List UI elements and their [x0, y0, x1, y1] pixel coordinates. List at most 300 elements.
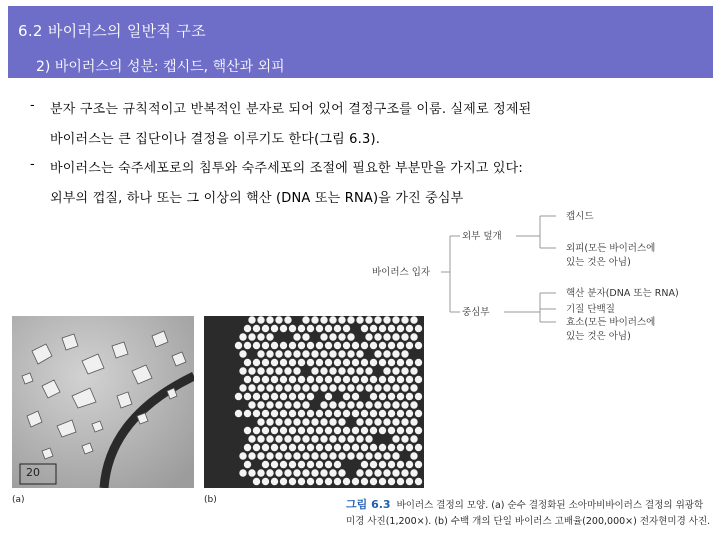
- tree-root-label: 바이러스 입자: [372, 267, 431, 278]
- virus-particle: [397, 376, 404, 383]
- virus-particle: [257, 367, 264, 374]
- virus-particle: [406, 427, 413, 434]
- virus-particle: [298, 376, 305, 383]
- virus-particle: [356, 469, 363, 476]
- virus-particle: [334, 478, 341, 485]
- virus-particle: [320, 435, 327, 442]
- virus-particle: [397, 393, 404, 400]
- virus-particle: [311, 469, 318, 476]
- virus-particle: [257, 401, 264, 408]
- virus-particle: [253, 410, 260, 417]
- virus-particle: [401, 316, 408, 323]
- virus-particle: [370, 359, 377, 366]
- virus-particle: [253, 478, 260, 485]
- virus-particle: [365, 367, 372, 374]
- virus-particle: [388, 359, 395, 366]
- virus-particle: [244, 427, 251, 434]
- virus-particle: [343, 427, 350, 434]
- virus-particle: [415, 478, 422, 485]
- virus-particle: [410, 401, 417, 408]
- virus-particle: [262, 478, 269, 485]
- virus-particle: [253, 427, 260, 434]
- virus-particle: [289, 376, 296, 383]
- virus-particle: [266, 333, 273, 340]
- virus-particle: [356, 452, 363, 459]
- virus-particle: [257, 435, 264, 442]
- virus-particle: [343, 359, 350, 366]
- virus-particle: [361, 342, 368, 349]
- virus-particle: [307, 393, 314, 400]
- virus-particle: [370, 427, 377, 434]
- virus-particle: [338, 452, 345, 459]
- virus-particle: [343, 342, 350, 349]
- virus-particle: [374, 350, 381, 357]
- virus-particle: [370, 393, 377, 400]
- virus-particle: [334, 410, 341, 417]
- virus-particle: [284, 350, 291, 357]
- virus-particle: [320, 367, 327, 374]
- virus-particle: [325, 444, 332, 451]
- virus-particle: [392, 316, 399, 323]
- virus-particle: [235, 410, 242, 417]
- virus-particle: [293, 435, 300, 442]
- virus-particle: [383, 350, 390, 357]
- virus-particle: [307, 461, 314, 468]
- virus-particle: [289, 478, 296, 485]
- virus-particle: [293, 401, 300, 408]
- virus-particle: [316, 427, 323, 434]
- virus-particle: [338, 418, 345, 425]
- virus-particle: [325, 427, 332, 434]
- virus-particle: [374, 316, 381, 323]
- virus-particle: [248, 367, 255, 374]
- virus-particle: [379, 342, 386, 349]
- virus-particle: [361, 461, 368, 468]
- virus-particle: [410, 418, 417, 425]
- virus-particle: [266, 401, 273, 408]
- virus-particle: [397, 478, 404, 485]
- virus-particle: [271, 410, 278, 417]
- virus-particle: [347, 350, 354, 357]
- virus-particle: [392, 418, 399, 425]
- virus-particle: [280, 427, 287, 434]
- virus-particle: [280, 410, 287, 417]
- virus-particle: [347, 435, 354, 442]
- virus-particle: [347, 367, 354, 374]
- virus-particle: [253, 393, 260, 400]
- virus-particle: [280, 444, 287, 451]
- virus-particle: [248, 435, 255, 442]
- virus-particle: [271, 478, 278, 485]
- virus-particle: [235, 393, 242, 400]
- virus-particle: [325, 393, 332, 400]
- virus-particle: [298, 478, 305, 485]
- virus-particle: [280, 478, 287, 485]
- virus-particle: [406, 478, 413, 485]
- virus-particle: [284, 452, 291, 459]
- figure-caption: [346, 497, 718, 530]
- virus-particle: [298, 393, 305, 400]
- virus-particle: [298, 427, 305, 434]
- virus-particle: [289, 342, 296, 349]
- virus-particle: [329, 333, 336, 340]
- virus-particle: [388, 342, 395, 349]
- virus-particle: [320, 469, 327, 476]
- virus-particle: [257, 316, 264, 323]
- tree-leaf: 있는 것은 아님): [566, 257, 631, 268]
- virus-particle: [248, 333, 255, 340]
- virus-particle: [383, 333, 390, 340]
- bullet-text-line: 분자 구조는 규칙적이고 반복적인 분자로 되어 있어 결정구조를 이룸. 실제로 정제된: [50, 102, 532, 117]
- virus-particle: [361, 325, 368, 332]
- virus-particle: [266, 452, 273, 459]
- virus-particle: [392, 350, 399, 357]
- virus-particle: [284, 384, 291, 391]
- virus-particle: [388, 444, 395, 451]
- virus-particle: [271, 461, 278, 468]
- tree-leaf: 기질 단백질: [566, 304, 615, 315]
- virus-particle: [235, 342, 242, 349]
- virus-particle: [329, 401, 336, 408]
- virus-particle: [334, 376, 341, 383]
- virus-particle: [365, 452, 372, 459]
- virus-particle: [257, 350, 264, 357]
- virus-particle: [329, 350, 336, 357]
- virus-particle: [365, 333, 372, 340]
- virus-particle: [352, 478, 359, 485]
- virus-particle: [352, 393, 359, 400]
- virus-particle: [356, 435, 363, 442]
- bullet-text-line: 바이러스는 큰 집단이나 결정을 이루기도 한다(그림 6.3).: [50, 132, 381, 147]
- virus-particle: [415, 410, 422, 417]
- virus-particle: [352, 376, 359, 383]
- slide-subtitle: 2) 바이러스의 성분: 캡시드, 핵산과 외피: [36, 59, 285, 75]
- virus-particle: [361, 427, 368, 434]
- virus-particle: [248, 469, 255, 476]
- virus-particle: [244, 461, 251, 468]
- virus-particle: [383, 452, 390, 459]
- virus-particle: [325, 478, 332, 485]
- virus-particle: [248, 401, 255, 408]
- virus-particle: [379, 325, 386, 332]
- virus-particle: [383, 418, 390, 425]
- virus-particle: [410, 384, 417, 391]
- virus-particle: [415, 342, 422, 349]
- virus-particle: [266, 384, 273, 391]
- virus-particle: [289, 444, 296, 451]
- virus-particle: [307, 427, 314, 434]
- virus-particle: [388, 410, 395, 417]
- virus-particle: [320, 401, 327, 408]
- virus-particle: [257, 333, 264, 340]
- virus-particle: [370, 478, 377, 485]
- virus-particle: [374, 384, 381, 391]
- virus-particle: [316, 461, 323, 468]
- virus-particle: [275, 469, 282, 476]
- virus-particle: [311, 316, 318, 323]
- virus-particle: [388, 461, 395, 468]
- virus-particle: [257, 452, 264, 459]
- virus-particle: [244, 342, 251, 349]
- virus-particle: [415, 393, 422, 400]
- virus-particle: [284, 418, 291, 425]
- virus-particle: [334, 427, 341, 434]
- virus-particle: [262, 325, 269, 332]
- virus-particle: [365, 401, 372, 408]
- virus-particle: [401, 418, 408, 425]
- virus-particle: [343, 444, 350, 451]
- virus-particle: [271, 359, 278, 366]
- virus-particle: [302, 469, 309, 476]
- virus-particle: [415, 325, 422, 332]
- virus-particle: [383, 384, 390, 391]
- virus-particle: [289, 359, 296, 366]
- virus-particle: [239, 452, 246, 459]
- virus-particle: [325, 325, 332, 332]
- virus-particle: [374, 401, 381, 408]
- virus-particle: [415, 461, 422, 468]
- virus-particle: [311, 367, 318, 374]
- virus-particle: [410, 469, 417, 476]
- virus-particle: [356, 367, 363, 374]
- virus-particle: [365, 435, 372, 442]
- virus-particle: [316, 376, 323, 383]
- virus-particle: [347, 452, 354, 459]
- virus-particle: [311, 384, 318, 391]
- virus-particle: [374, 469, 381, 476]
- virus-particle: [271, 427, 278, 434]
- virus-particle: [298, 444, 305, 451]
- bullet-text-line: 외부의 껍질, 하나 또는 그 이상의 핵산 (DNA 또는 RNA)을 가진 중심부: [50, 191, 464, 206]
- virus-particle: [406, 359, 413, 366]
- virus-particle: [316, 410, 323, 417]
- virus-particle: [289, 325, 296, 332]
- virus-particle: [275, 401, 282, 408]
- virus-particle: [284, 469, 291, 476]
- virus-particle: [257, 384, 264, 391]
- virus-particle: [253, 376, 260, 383]
- virus-particle: [325, 376, 332, 383]
- virus-particle: [410, 452, 417, 459]
- virus-particle: [329, 452, 336, 459]
- scale-bar-label: 20: [26, 466, 40, 479]
- virus-particle: [338, 333, 345, 340]
- virus-particle: [370, 410, 377, 417]
- virus-particle: [370, 461, 377, 468]
- virus-particle: [271, 325, 278, 332]
- virus-particle: [302, 401, 309, 408]
- virus-particle: [352, 359, 359, 366]
- virus-particle: [415, 444, 422, 451]
- virus-particle: [307, 359, 314, 366]
- virus-particle: [401, 333, 408, 340]
- virus-particle: [356, 384, 363, 391]
- virus-particle: [316, 359, 323, 366]
- virus-particle: [361, 410, 368, 417]
- virus-particle: [365, 469, 372, 476]
- virus-particle: [244, 359, 251, 366]
- virus-particle: [379, 376, 386, 383]
- virus-particle: [311, 350, 318, 357]
- virus-particle: [388, 478, 395, 485]
- virus-particle: [392, 452, 399, 459]
- virus-particle: [329, 469, 336, 476]
- virus-particle: [410, 316, 417, 323]
- virus-particle: [311, 418, 318, 425]
- virus-particle: [257, 469, 264, 476]
- virus-particle: [275, 435, 282, 442]
- tree-leaf: 있는 것은 아님): [566, 331, 631, 342]
- virus-particle: [316, 478, 323, 485]
- virus-particle: [325, 410, 332, 417]
- virus-particle: [239, 350, 246, 357]
- virus-particle: [262, 410, 269, 417]
- virus-particle: [343, 376, 350, 383]
- virus-particle: [338, 469, 345, 476]
- virus-particle: [307, 410, 314, 417]
- virus-particle: [334, 444, 341, 451]
- virus-particle: [284, 435, 291, 442]
- virus-particle: [370, 376, 377, 383]
- virus-particle: [415, 359, 422, 366]
- virus-particle: [356, 418, 363, 425]
- virus-particle: [325, 342, 332, 349]
- virus-particle: [307, 478, 314, 485]
- virus-particle: [307, 376, 314, 383]
- virus-particle: [253, 444, 260, 451]
- virus-particle: [329, 384, 336, 391]
- virus-particle: [302, 452, 309, 459]
- virus-particle: [298, 359, 305, 366]
- virus-particle: [257, 418, 264, 425]
- virus-particle: [248, 384, 255, 391]
- virus-particle: [298, 325, 305, 332]
- virus-particle: [338, 384, 345, 391]
- virus-particle: [280, 325, 287, 332]
- virus-particle: [302, 418, 309, 425]
- virus-particle: [280, 342, 287, 349]
- virus-particle: [239, 469, 246, 476]
- virus-particle: [334, 342, 341, 349]
- virus-particle: [275, 384, 282, 391]
- virus-particle: [280, 393, 287, 400]
- virus-particle: [352, 342, 359, 349]
- bullet-dash: -: [30, 157, 35, 172]
- virus-particle: [325, 461, 332, 468]
- virus-particle: [388, 393, 395, 400]
- virus-particle: [406, 444, 413, 451]
- virus-particle: [347, 316, 354, 323]
- virus-particle: [293, 469, 300, 476]
- virus-particle: [293, 452, 300, 459]
- virus-particle: [239, 333, 246, 340]
- virus-particle: [401, 367, 408, 374]
- virus-particle: [361, 444, 368, 451]
- virus-particle: [275, 367, 282, 374]
- virus-particle: [316, 444, 323, 451]
- virus-particle: [361, 359, 368, 366]
- virus-particle: [289, 461, 296, 468]
- virus-particle: [325, 359, 332, 366]
- virus-particle: [262, 393, 269, 400]
- virus-particle: [334, 359, 341, 366]
- tree-leaf: 효소(모든 바이러스에: [566, 317, 656, 328]
- virus-particle: [275, 452, 282, 459]
- virus-particle: [271, 393, 278, 400]
- virus-particle: [271, 376, 278, 383]
- virus-particle: [406, 461, 413, 468]
- virus-particle: [262, 444, 269, 451]
- virus-particle: [311, 435, 318, 442]
- virus-particle: [415, 427, 422, 434]
- caption-line: 미경 사진(1,200×). (b) 수백 개의 단일 바이러스 고배율(200,000×) 전자현미경 사진.: [346, 516, 711, 527]
- caption-line: 바이러스 결정의 모양. (a) 순수 결정화된 소아마비바이러스 결정의 위광학: [396, 500, 704, 511]
- virus-particle: [320, 418, 327, 425]
- crystal-micrograph-image: [12, 316, 194, 488]
- virus-particle: [343, 478, 350, 485]
- virus-particle: [262, 461, 269, 468]
- virus-particle: [379, 478, 386, 485]
- virus-particle: [316, 342, 323, 349]
- virus-particle: [374, 452, 381, 459]
- virus-particle: [244, 393, 251, 400]
- virus-particle: [334, 325, 341, 332]
- virus-particle: [392, 435, 399, 442]
- virus-particle: [289, 393, 296, 400]
- virus-particle: [262, 427, 269, 434]
- virus-particle: [302, 384, 309, 391]
- virus-particle: [293, 367, 300, 374]
- virus-particle: [410, 435, 417, 442]
- virus-particle: [352, 444, 359, 451]
- tree-leaf: 외피(모든 바이러스에: [566, 243, 656, 254]
- virus-particle: [392, 367, 399, 374]
- virus-particle: [397, 444, 404, 451]
- virus-particle: [271, 444, 278, 451]
- virus-particles-image: [204, 316, 424, 488]
- virus-particle: [338, 435, 345, 442]
- virus-particle: [284, 316, 291, 323]
- virus-particle: [307, 444, 314, 451]
- virus-particle: [275, 350, 282, 357]
- virus-particle: [401, 384, 408, 391]
- virus-particle: [343, 410, 350, 417]
- virus-particle: [284, 367, 291, 374]
- virus-particle: [397, 359, 404, 366]
- virus-particle: [370, 444, 377, 451]
- virus-particle: [379, 427, 386, 434]
- virus-particle: [320, 316, 327, 323]
- virus-particle: [406, 393, 413, 400]
- slide-title: 6.2 바이러스의 일반적 구조: [18, 22, 206, 40]
- virus-particle: [329, 367, 336, 374]
- virus-particles-art: [204, 316, 424, 488]
- virus-particle: [392, 333, 399, 340]
- virus-particle: [388, 325, 395, 332]
- virus-particle: [302, 333, 309, 340]
- virus-particle: [356, 401, 363, 408]
- virus-particle: [383, 469, 390, 476]
- virus-particle: [361, 376, 368, 383]
- virus-particle: [383, 316, 390, 323]
- virus-particle: [248, 452, 255, 459]
- virus-particle: [262, 342, 269, 349]
- virus-particle: [280, 376, 287, 383]
- virus-particle: [275, 418, 282, 425]
- virus-particle: [320, 333, 327, 340]
- virus-particle: [370, 342, 377, 349]
- virus-particle: [365, 316, 372, 323]
